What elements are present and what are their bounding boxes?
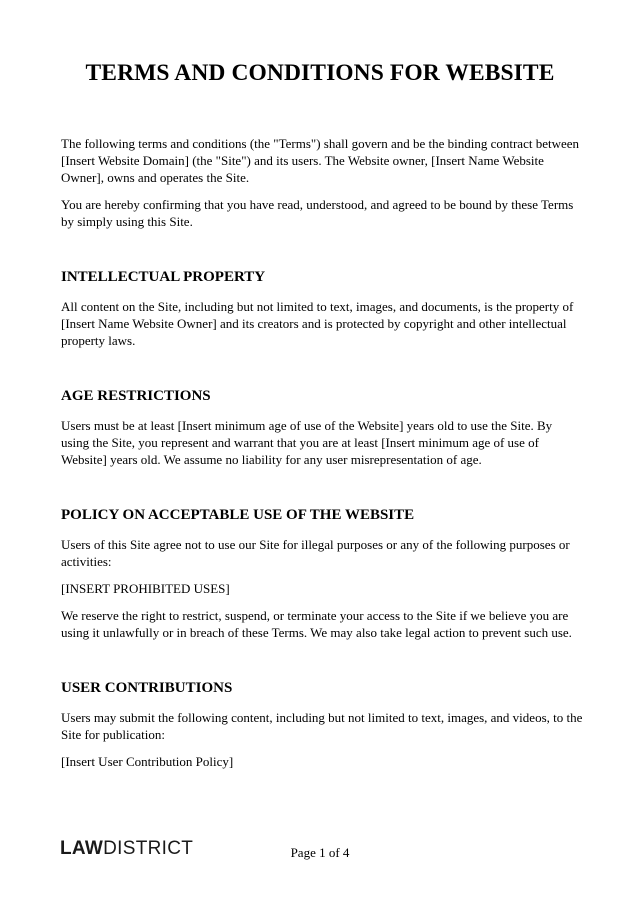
section-paragraph: [INSERT PROHIBITED USES] (61, 581, 230, 596)
section-paragraph: Users may submit the following content, including but not limited to text, images, and videos, to the Site for publication: (61, 710, 583, 742)
section-paragraph: [Insert User Contribution Policy] (61, 754, 234, 769)
logo-district-text: DISTRICT (103, 838, 194, 859)
document-title: TERMS AND CONDITIONS FOR WEBSITE (85, 60, 555, 86)
intro-paragraph: You are hereby confirming that you have read, understood, and agreed to be bound by these Terms by simply using this Site. (61, 197, 574, 229)
logo-law-text: LAW (60, 838, 104, 859)
document-body (61, 135, 583, 780)
intro-paragraph: The following terms and conditions (the "Terms") shall govern and be the binding contract between [Insert Website Domain] (the "Site") and its users. The Website owner, [Insert Name Website Owner], owns and operates the Site. (61, 136, 580, 185)
section-heading: AGE RESTRICTIONS (61, 388, 211, 404)
page-number: Page 1 of 4 (290, 845, 350, 860)
section-paragraph: All content on the Site, including but not limited to text, images, and documents, is the property of [Insert Name Website Owner] and its creators and is protected by copyright and other intellectual property laws. (61, 299, 574, 348)
section-heading: USER CONTRIBUTIONS (61, 680, 233, 696)
section-paragraph: Users must be at least [Insert minimum age of use of the Website] years old to use the Site. By using the Site, you represent and warrant that you are at least [Insert minimum age of use of Website] years old. We assume no liability for any user misrepresentation of age. (61, 418, 553, 467)
section-heading: INTELLECTUAL PROPERTY (61, 269, 266, 285)
section-paragraph: Users of this Site agree not to use our Site for illegal purposes or any of the following purposes or activities: (61, 537, 570, 569)
section-paragraph: We reserve the right to restrict, suspend, or terminate your access to the Site if we believe you are using it unlawfully or in breach of these Terms. We may also take legal action to prevent such use. (61, 608, 572, 640)
section-heading: POLICY ON ACCEPTABLE USE OF THE WEBSITE (61, 507, 415, 523)
